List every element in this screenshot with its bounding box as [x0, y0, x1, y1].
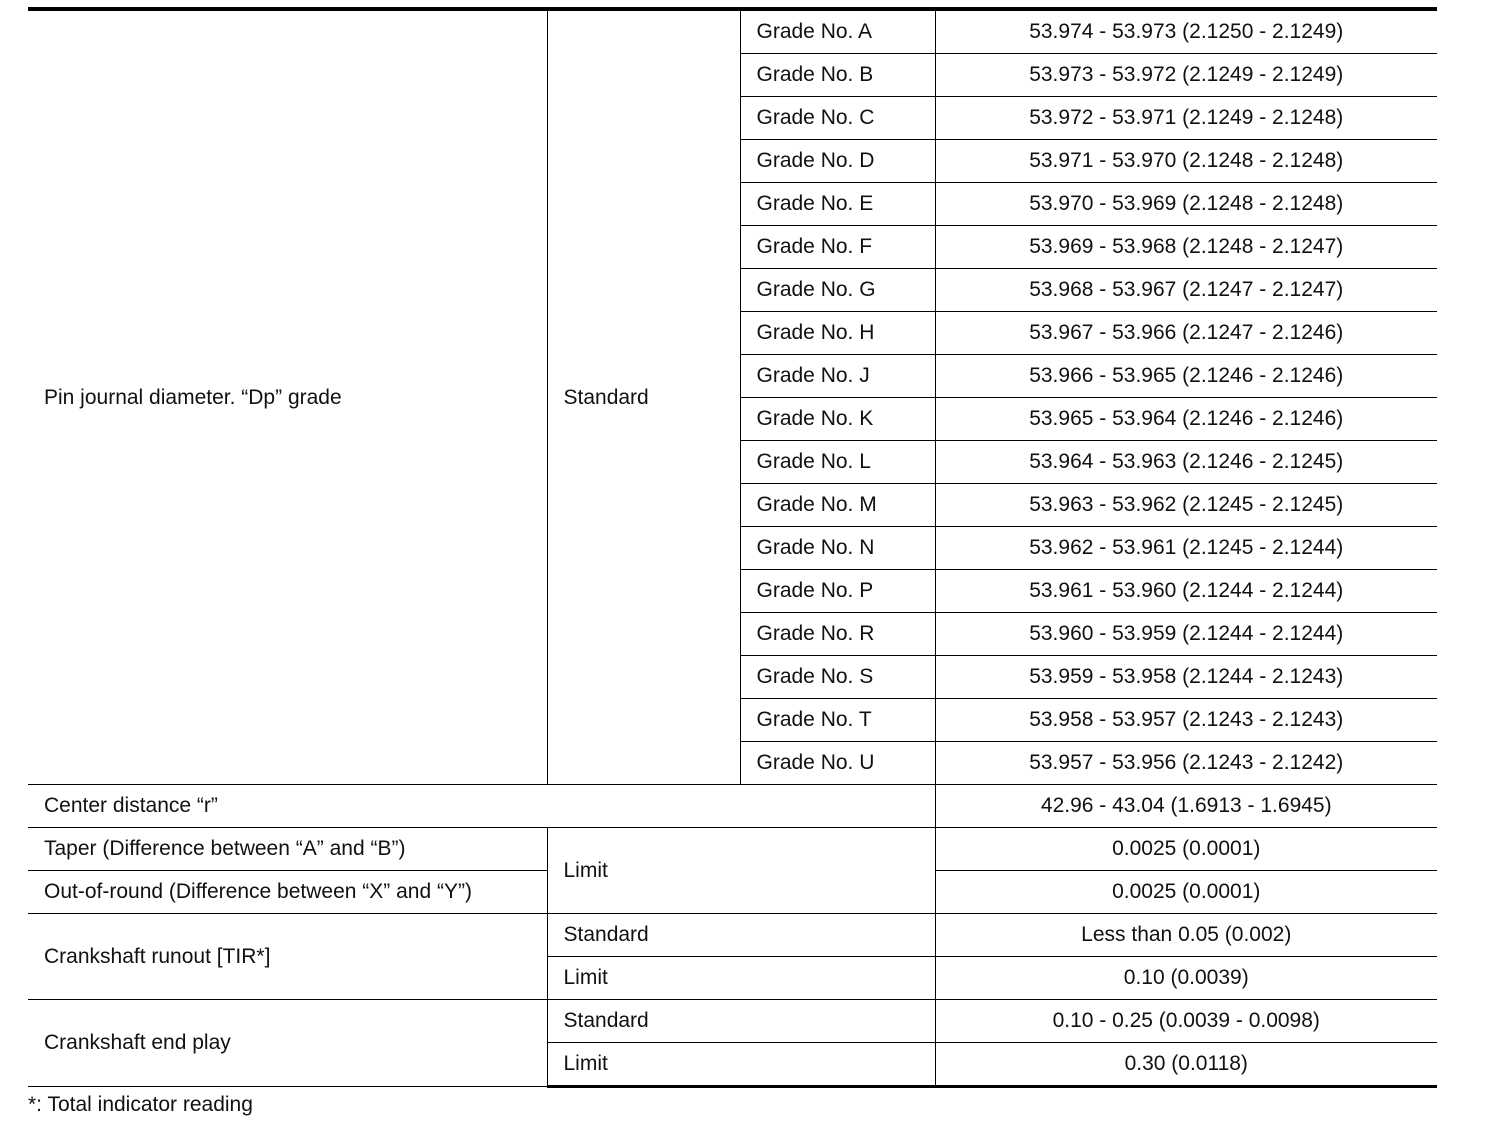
grade-label: Grade No. J: [740, 355, 935, 398]
taper-value: 0.0025 (0.0001): [935, 828, 1437, 871]
grade-value: 53.973 - 53.972 (2.1249 - 2.1249): [935, 54, 1437, 97]
grade-value: 53.959 - 53.958 (2.1244 - 2.1243): [935, 656, 1437, 699]
grade-label: Grade No. M: [740, 484, 935, 527]
grade-value: 53.967 - 53.966 (2.1247 - 2.1246): [935, 312, 1437, 355]
grade-label: Grade No. N: [740, 527, 935, 570]
grade-value: 53.969 - 53.968 (2.1248 - 2.1247): [935, 226, 1437, 269]
grade-value: 53.958 - 53.957 (2.1243 - 2.1243): [935, 699, 1437, 742]
runout-limit-value: 0.10 (0.0039): [935, 957, 1437, 1000]
grade-label: Grade No. H: [740, 312, 935, 355]
grade-label: Grade No. P: [740, 570, 935, 613]
end-play-limit-value: 0.30 (0.0118): [935, 1043, 1437, 1087]
runout-limit-label: Limit: [547, 957, 935, 1000]
grade-value: 53.963 - 53.962 (2.1245 - 2.1245): [935, 484, 1437, 527]
grade-label: Grade No. F: [740, 226, 935, 269]
table-row: [28, 1000, 1437, 1043]
runout-standard-label: Standard: [547, 914, 935, 957]
grade-label: Grade No. U: [740, 742, 935, 785]
end-play-limit-label: Limit: [547, 1043, 935, 1087]
out-of-round-value: 0.0025 (0.0001): [935, 871, 1437, 914]
grade-label: Grade No. A: [740, 9, 935, 54]
grade-value: 53.957 - 53.956 (2.1243 - 2.1242): [935, 742, 1437, 785]
crankshaft-spec-table: [28, 7, 1437, 1088]
grade-value: 53.968 - 53.967 (2.1247 - 2.1247): [935, 269, 1437, 312]
grade-label: Grade No. B: [740, 54, 935, 97]
end-play-item: Crankshaft end play: [28, 1000, 547, 1087]
grade-label: Grade No. D: [740, 140, 935, 183]
grade-value: 53.971 - 53.970 (2.1248 - 2.1248): [935, 140, 1437, 183]
taper-item: Taper (Difference between “A” and “B”): [28, 828, 547, 871]
grade-label: Grade No. R: [740, 613, 935, 656]
center-distance-value: 42.96 - 43.04 (1.6913 - 1.6945): [935, 785, 1437, 828]
grade-value: 53.974 - 53.973 (2.1250 - 2.1249): [935, 9, 1437, 54]
grade-value: 53.964 - 53.963 (2.1246 - 2.1245): [935, 441, 1437, 484]
grade-value: 53.962 - 53.961 (2.1245 - 2.1244): [935, 527, 1437, 570]
footnote: *: Total indicator reading: [28, 1093, 253, 1116]
grade-label: Grade No. E: [740, 183, 935, 226]
table-row: [28, 914, 1437, 957]
runout-item: Crankshaft runout [TIR*]: [28, 914, 547, 1000]
pin-journal-condition: Standard: [547, 9, 740, 785]
end-play-standard-value: 0.10 - 0.25 (0.0039 - 0.0098): [935, 1000, 1437, 1043]
taper-oor-condition: Limit: [547, 828, 935, 914]
grade-value: 53.970 - 53.969 (2.1248 - 2.1248): [935, 183, 1437, 226]
grade-label: Grade No. G: [740, 269, 935, 312]
grade-value: 53.966 - 53.965 (2.1246 - 2.1246): [935, 355, 1437, 398]
grade-value: 53.961 - 53.960 (2.1244 - 2.1244): [935, 570, 1437, 613]
end-play-standard-label: Standard: [547, 1000, 935, 1043]
runout-standard-value: Less than 0.05 (0.002): [935, 914, 1437, 957]
grade-label: Grade No. K: [740, 398, 935, 441]
grade-value: 53.960 - 53.959 (2.1244 - 2.1244): [935, 613, 1437, 656]
center-distance-item: Center distance “r”: [28, 785, 935, 828]
table-row: [28, 9, 1437, 54]
grade-value: 53.972 - 53.971 (2.1249 - 2.1248): [935, 97, 1437, 140]
grade-label: Grade No. T: [740, 699, 935, 742]
grade-label: Grade No. L: [740, 441, 935, 484]
grade-label: Grade No. S: [740, 656, 935, 699]
table-row: [28, 828, 1437, 871]
out-of-round-item: Out-of-round (Difference between “X” and “Y”): [28, 871, 547, 914]
pin-journal-item: Pin journal diameter. “Dp” grade: [28, 9, 547, 785]
table-row: [28, 785, 1437, 828]
spec-table-body: [28, 9, 1437, 1087]
grade-label: Grade No. C: [740, 97, 935, 140]
grade-value: 53.965 - 53.964 (2.1246 - 2.1246): [935, 398, 1437, 441]
